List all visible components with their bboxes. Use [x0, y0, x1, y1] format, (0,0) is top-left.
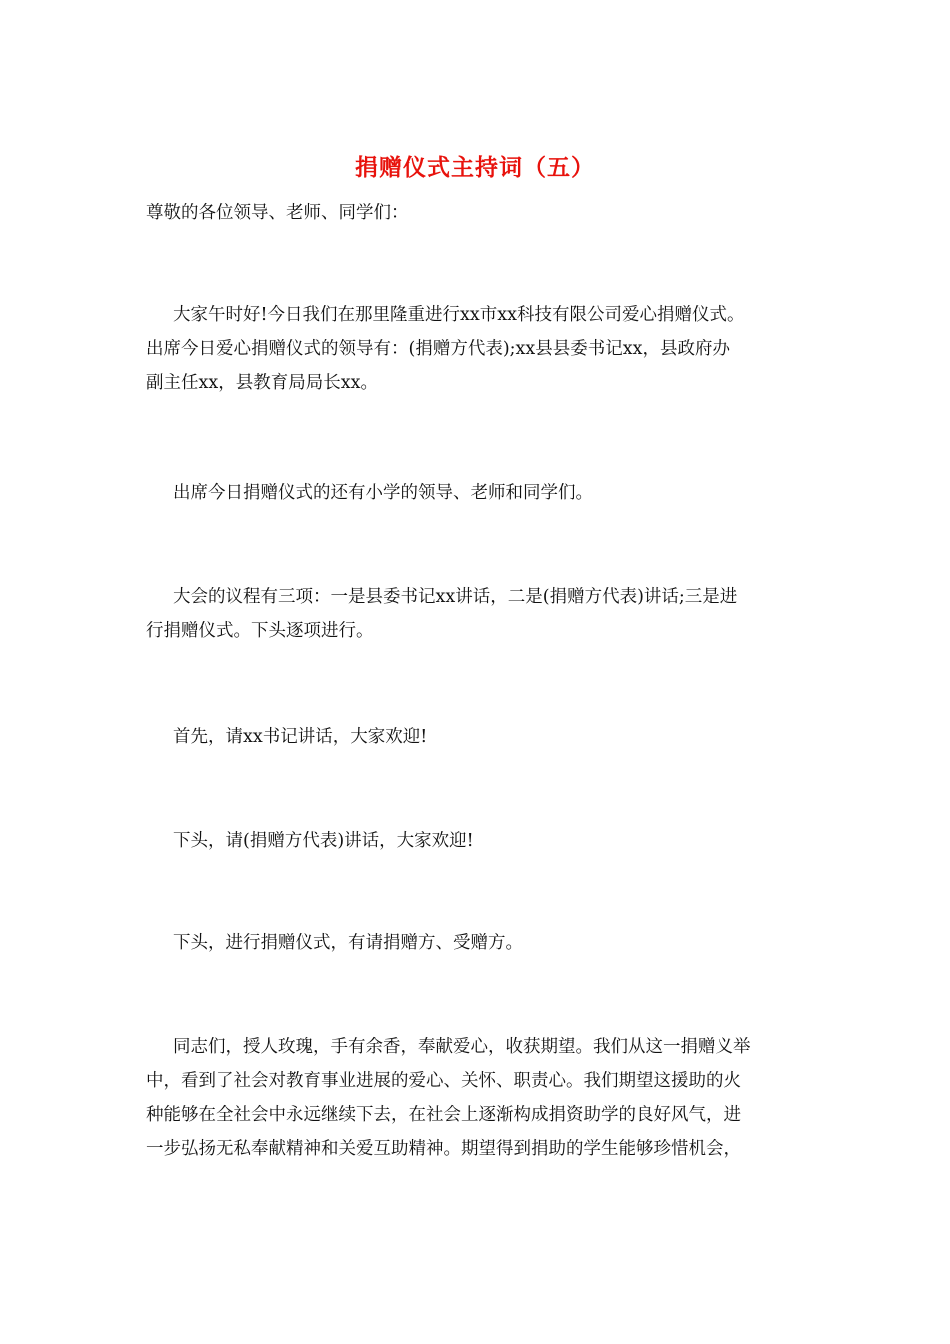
paragraph-line: 大家午时好!今日我们在那里隆重进行xx市xx科技有限公司爱心捐赠仪式。: [173, 305, 745, 325]
paragraph-line: 行捐赠仪式。下头逐项进行。: [146, 621, 374, 641]
paragraph-line: 下头，进行捐赠仪式，有请捐赠方、受赠方。: [173, 933, 523, 953]
paragraph-5: [146, 824, 810, 858]
paragraph-line: 首先，请xx书记讲话，大家欢迎!: [173, 727, 428, 747]
paragraph-line: 下头，请(捐赠方代表)讲话，大家欢迎!: [173, 831, 474, 851]
salutation: [146, 196, 810, 230]
paragraph-line: 大会的议程有三项：一是县委书记xx讲话，二是(捐赠方代表)讲话;三是进: [173, 587, 738, 607]
paragraph-1: [146, 298, 810, 400]
paragraph-line: 出席今日爱心捐赠仪式的领导有：(捐赠方代表);xx县县委书记xx，县政府办: [146, 339, 731, 359]
paragraph-line: 副主任xx，县教育局局长xx。: [146, 373, 378, 393]
paragraph-line: 同志们，授人玫瑰，手有余香，奉献爱心，收获期望。我们从这一捐赠义举: [173, 1037, 751, 1057]
salutation-line: 尊敬的各位领导、老师、同学们：: [146, 203, 409, 223]
paragraph-4: [146, 720, 810, 754]
paragraph-line: 出席今日捐赠仪式的还有小学的领导、老师和同学们。: [173, 483, 593, 503]
paragraph-line: 种能够在全社会中永远继续下去，在社会上逐渐构成捐资助学的良好风气，进: [146, 1105, 741, 1125]
paragraph-7: [146, 1030, 810, 1166]
paragraph-2: [146, 476, 810, 510]
paragraph-6: [146, 926, 810, 960]
document-title: 捐赠仪式主持词（五）: [355, 155, 595, 181]
paragraph-3: [146, 580, 810, 648]
paragraph-line: 一步弘扬无私奉献精神和关爱互助精神。期望得到捐助的学生能够珍惜机会，: [146, 1139, 741, 1159]
paragraph-line: 中，看到了社会对教育事业进展的爱心、关怀、职责心。我们期望这援助的火: [146, 1071, 741, 1091]
